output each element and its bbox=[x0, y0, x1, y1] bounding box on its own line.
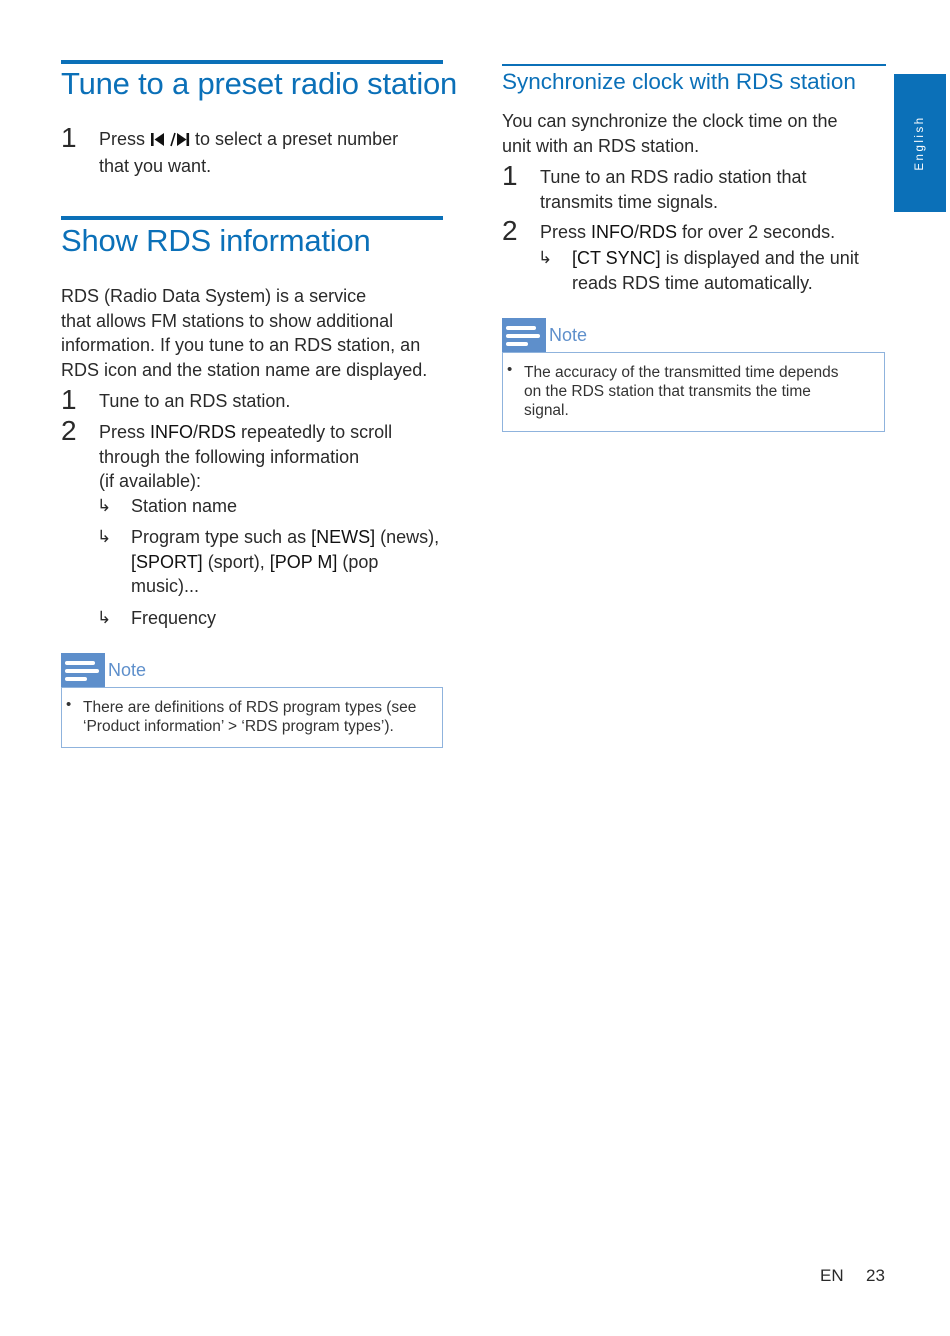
step-number: 2 bbox=[502, 215, 518, 246]
result-program-type: ↳ Program type such as [NEWS] (news), [SPORT] (sport), [POP M] (pop music)... bbox=[97, 527, 440, 597]
footer-language: EN bbox=[820, 1266, 844, 1285]
section-rule bbox=[61, 60, 443, 64]
step-number: 1 bbox=[61, 384, 77, 415]
note-text: There are definitions of RDS program types (see ‘Product information’ > ‘RDS program types’). bbox=[83, 699, 417, 735]
button-name: RDS bbox=[639, 222, 678, 242]
step-text: Tune to an RDS radio station that transmits time signals. bbox=[540, 167, 807, 212]
note-box bbox=[502, 352, 885, 432]
button-name: INFO bbox=[591, 222, 635, 242]
note-title: Note bbox=[108, 660, 147, 680]
section-title-rds: Show RDS information bbox=[61, 223, 371, 258]
step-number: 1 bbox=[61, 122, 77, 153]
step-text: Press INFO/RDS for over 2 seconds. bbox=[540, 222, 836, 242]
result-arrow-icon: ↳ bbox=[97, 608, 112, 627]
button-name: RDS bbox=[198, 422, 237, 442]
result-ct-sync: ↳ [CT SYNC] is displayed and the unit reads RDS time automatically. bbox=[538, 248, 859, 293]
note-icon bbox=[502, 318, 546, 353]
step-text: Tune to an RDS station. bbox=[99, 391, 291, 411]
language-label: English bbox=[914, 115, 926, 171]
note-title: Note bbox=[549, 325, 588, 345]
result-arrow-icon: ↳ bbox=[538, 248, 553, 267]
note-box bbox=[61, 687, 443, 748]
section-title-preset: Tune to a preset radio station bbox=[61, 66, 458, 101]
step-number: 2 bbox=[61, 415, 77, 446]
result-arrow-icon: ↳ bbox=[97, 527, 112, 546]
result-arrow-icon: ↳ bbox=[97, 496, 112, 515]
section-rule bbox=[61, 216, 443, 220]
language-tab bbox=[894, 74, 946, 212]
section-title-sync: Synchronize clock with RDS station bbox=[502, 69, 856, 94]
page-number: 23 bbox=[866, 1266, 885, 1285]
section-rule bbox=[502, 64, 886, 66]
note-text: The accuracy of the transmitted time depends on the RDS station that transmits the time signal. bbox=[524, 364, 839, 419]
note-icon bbox=[61, 653, 105, 688]
sync-intro: You can synchronize the clock time on the unit with an RDS station. bbox=[502, 111, 838, 156]
step-text: Press INFO/RDS repeatedly to scroll through the following information (if available): bbox=[99, 422, 393, 492]
step-number: 1 bbox=[502, 160, 518, 191]
bullet: • bbox=[507, 361, 513, 378]
step-text: Press to select a preset number that you want. bbox=[99, 129, 399, 176]
button-name: INFO bbox=[150, 422, 194, 442]
previous-next-icon bbox=[150, 129, 190, 154]
bullet: • bbox=[66, 696, 72, 713]
rds-intro: RDS (Radio Data System) is a service that allows FM stations to show additional information. If you tune to an RDS station, an RDS icon and the station name are displayed. bbox=[61, 286, 428, 381]
